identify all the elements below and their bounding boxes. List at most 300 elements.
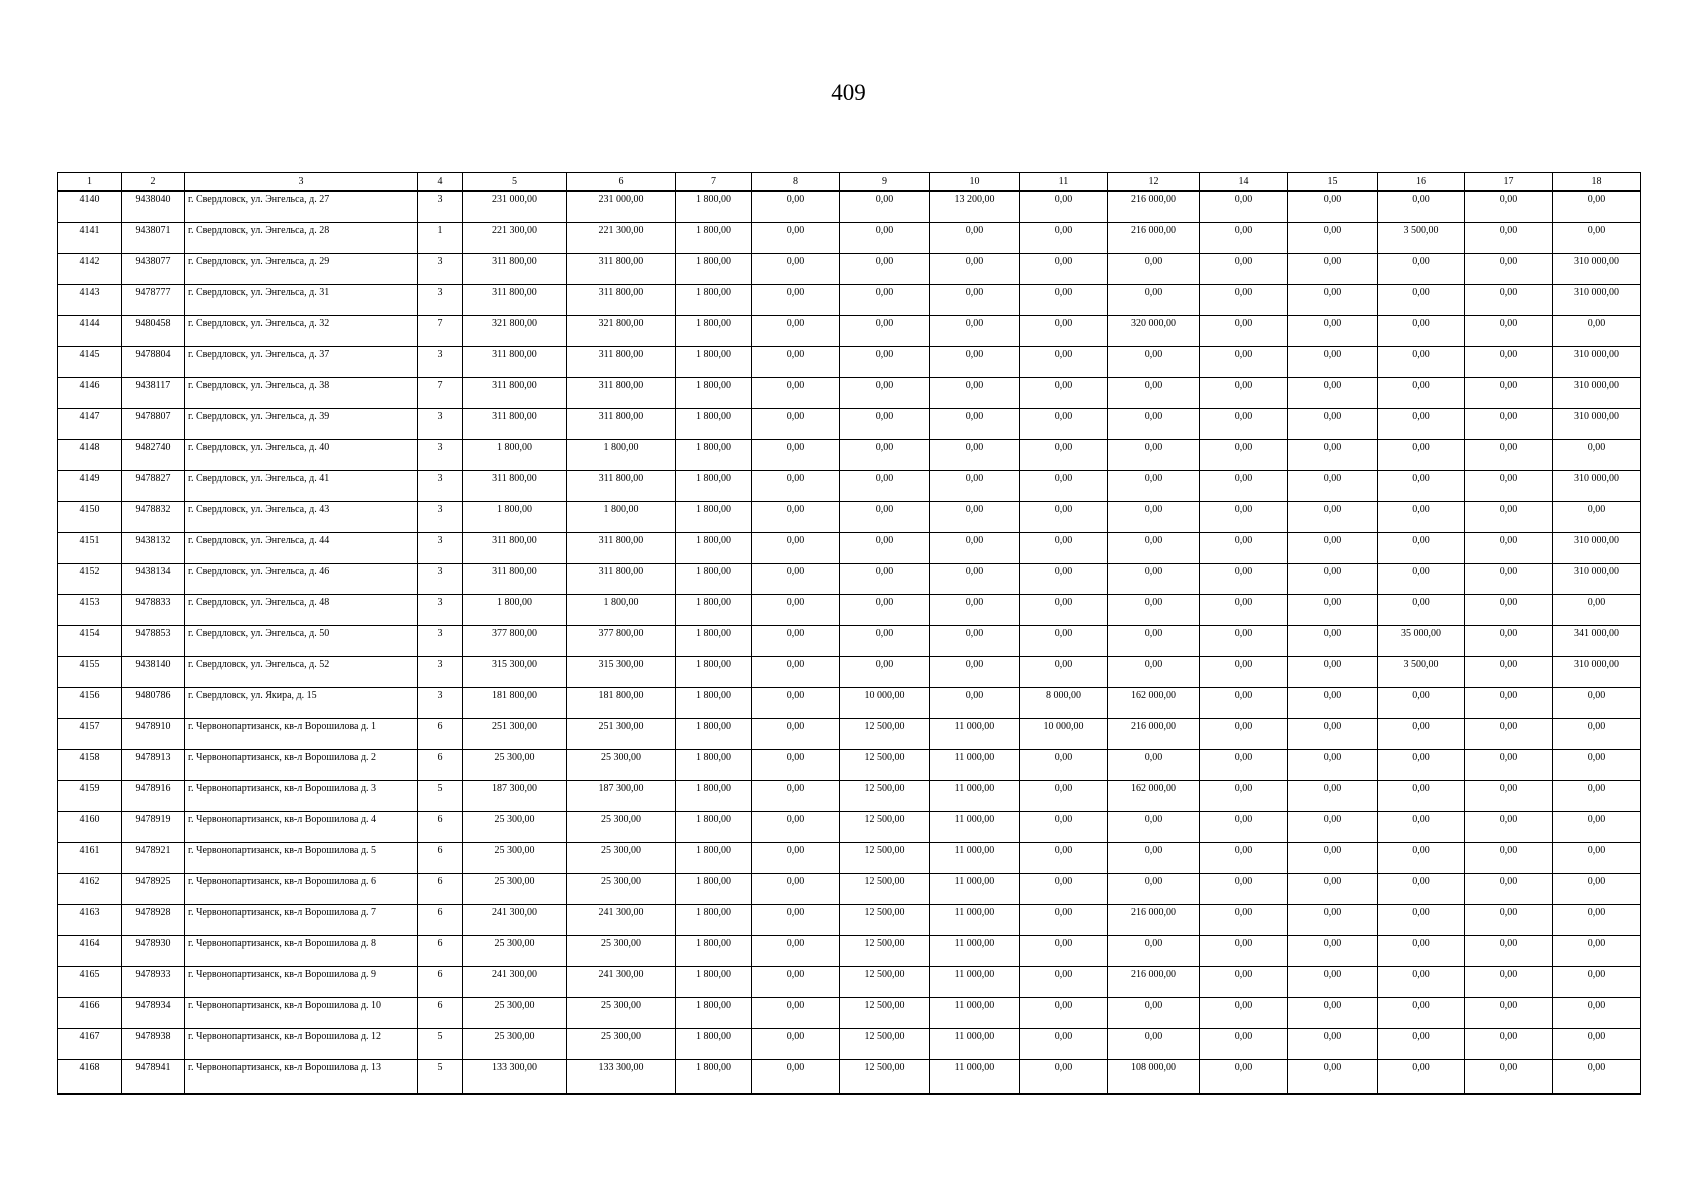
table-cell: 1 800,00 <box>567 502 676 533</box>
table-cell: 4141 <box>58 223 122 254</box>
table-cell: 9478804 <box>122 347 185 378</box>
table-cell: 4154 <box>58 626 122 657</box>
table-cell: 0,00 <box>1020 564 1108 595</box>
table-cell: 4147 <box>58 409 122 440</box>
table-cell: 25 300,00 <box>567 998 676 1029</box>
table-cell: 311 800,00 <box>463 409 567 440</box>
table-cell: 0,00 <box>1108 936 1200 967</box>
table-cell: 0,00 <box>1020 223 1108 254</box>
address-cell: г. Свердловск, ул. Энгельса, д. 39 <box>185 409 418 440</box>
table-cell: 0,00 <box>1553 967 1641 998</box>
table-cell: 0,00 <box>1378 874 1465 905</box>
table-cell: 0,00 <box>1465 378 1553 409</box>
table-cell: 251 300,00 <box>567 719 676 750</box>
table-row <box>58 533 1641 564</box>
table-cell: 4160 <box>58 812 122 843</box>
table-cell: 1 800,00 <box>676 378 752 409</box>
table-cell: 1 800,00 <box>676 191 752 223</box>
table-cell: 311 800,00 <box>567 285 676 316</box>
table-cell: 6 <box>418 812 463 843</box>
table-cell: 315 300,00 <box>567 657 676 688</box>
table-cell: 25 300,00 <box>463 936 567 967</box>
table-cell: 0,00 <box>930 595 1020 626</box>
table-row <box>58 719 1641 750</box>
table-cell: 310 000,00 <box>1553 409 1641 440</box>
table-cell: 0,00 <box>1465 533 1553 564</box>
table-cell: 181 800,00 <box>463 688 567 719</box>
table-cell: 0,00 <box>1020 781 1108 812</box>
table-cell: 0,00 <box>1288 998 1378 1029</box>
table-cell: 0,00 <box>1108 378 1200 409</box>
table-cell: 0,00 <box>1465 719 1553 750</box>
table-cell: 0,00 <box>1378 750 1465 781</box>
table-cell: 0,00 <box>1200 502 1288 533</box>
table-cell: 1 800,00 <box>676 223 752 254</box>
table-cell: 12 500,00 <box>840 874 930 905</box>
column-header: 14 <box>1200 173 1288 192</box>
table-cell: 0,00 <box>1108 347 1200 378</box>
table-cell: 9478941 <box>122 1060 185 1095</box>
table-cell: 216 000,00 <box>1108 223 1200 254</box>
table-cell: 12 500,00 <box>840 781 930 812</box>
table-cell: 35 000,00 <box>1378 626 1465 657</box>
table-cell: 3 <box>418 191 463 223</box>
table-cell: 216 000,00 <box>1108 719 1200 750</box>
table-cell: 0,00 <box>1108 285 1200 316</box>
table-cell: 0,00 <box>1108 657 1200 688</box>
table-cell: 1 800,00 <box>676 254 752 285</box>
table-cell: 0,00 <box>1108 626 1200 657</box>
table-cell: 0,00 <box>1108 812 1200 843</box>
table-cell: 0,00 <box>1465 409 1553 440</box>
table-row <box>58 595 1641 626</box>
table-cell: 0,00 <box>1465 905 1553 936</box>
table-cell: 3 <box>418 409 463 440</box>
table-cell: 3 <box>418 595 463 626</box>
table-cell: 11 000,00 <box>930 998 1020 1029</box>
table-row <box>58 378 1641 409</box>
table-cell: 310 000,00 <box>1553 285 1641 316</box>
table-cell: 9438132 <box>122 533 185 564</box>
table-cell: 6 <box>418 719 463 750</box>
table-cell: 0,00 <box>1378 378 1465 409</box>
table-cell: 4158 <box>58 750 122 781</box>
table-cell: 0,00 <box>752 967 840 998</box>
table-cell: 1 800,00 <box>676 502 752 533</box>
table-cell: 1 <box>418 223 463 254</box>
table-cell: 1 800,00 <box>463 440 567 471</box>
table-row <box>58 874 1641 905</box>
table-row <box>58 688 1641 719</box>
table-cell: 9478934 <box>122 998 185 1029</box>
address-cell: г. Червонопартизанск, кв-л Ворошилова д. 8 <box>185 936 418 967</box>
table-cell: 0,00 <box>1553 1029 1641 1060</box>
table-cell: 5 <box>418 1060 463 1095</box>
table-cell: 162 000,00 <box>1108 781 1200 812</box>
table-cell: 9478921 <box>122 843 185 874</box>
table-cell: 0,00 <box>752 378 840 409</box>
address-cell: г. Свердловск, ул. Энгельса, д. 52 <box>185 657 418 688</box>
header-row <box>58 173 1641 192</box>
table-cell: 3 500,00 <box>1378 223 1465 254</box>
table-cell: 0,00 <box>1108 471 1200 502</box>
table-cell: 0,00 <box>1378 564 1465 595</box>
table-cell: 187 300,00 <box>463 781 567 812</box>
table-cell: 0,00 <box>1465 347 1553 378</box>
table-cell: 377 800,00 <box>463 626 567 657</box>
table-cell: 4143 <box>58 285 122 316</box>
table-cell: 4159 <box>58 781 122 812</box>
table-cell: 310 000,00 <box>1553 564 1641 595</box>
table-cell: 25 300,00 <box>463 998 567 1029</box>
table-cell: 12 500,00 <box>840 1060 930 1095</box>
table-cell: 0,00 <box>752 874 840 905</box>
table-cell: 25 300,00 <box>463 1029 567 1060</box>
table-row <box>58 223 1641 254</box>
table-cell: 0,00 <box>1465 223 1553 254</box>
table-cell: 0,00 <box>1378 285 1465 316</box>
table-cell: 0,00 <box>752 285 840 316</box>
table-cell: 0,00 <box>1553 843 1641 874</box>
table-cell: 0,00 <box>1200 285 1288 316</box>
table-cell: 0,00 <box>1200 843 1288 874</box>
table-cell: 25 300,00 <box>567 1029 676 1060</box>
table-cell: 0,00 <box>1200 533 1288 564</box>
address-cell: г. Свердловск, ул. Энгельса, д. 46 <box>185 564 418 595</box>
address-cell: г. Свердловск, ул. Энгельса, д. 31 <box>185 285 418 316</box>
table-cell: 0,00 <box>840 564 930 595</box>
table-cell: 25 300,00 <box>463 812 567 843</box>
table-cell: 0,00 <box>1378 812 1465 843</box>
table-cell: 0,00 <box>1288 595 1378 626</box>
table-cell: 12 500,00 <box>840 750 930 781</box>
table-cell: 9438117 <box>122 378 185 409</box>
table-cell: 0,00 <box>1020 533 1108 564</box>
table-cell: 0,00 <box>1288 378 1378 409</box>
table-cell: 311 800,00 <box>463 285 567 316</box>
table-cell: 0,00 <box>1465 1060 1553 1095</box>
table-cell: 0,00 <box>1465 502 1553 533</box>
table-cell: 1 800,00 <box>463 502 567 533</box>
table-cell: 0,00 <box>1288 1029 1378 1060</box>
table-cell: 0,00 <box>840 254 930 285</box>
table-row <box>58 191 1641 223</box>
table-cell: 0,00 <box>840 191 930 223</box>
table-cell: 0,00 <box>1020 285 1108 316</box>
table-cell: 0,00 <box>1288 471 1378 502</box>
table-cell: 311 800,00 <box>567 347 676 378</box>
page-number: 409 <box>831 80 866 105</box>
table-cell: 310 000,00 <box>1553 471 1641 502</box>
table-cell: 0,00 <box>1553 1060 1641 1095</box>
table-cell: 311 800,00 <box>567 378 676 409</box>
table-cell: 0,00 <box>1378 998 1465 1029</box>
column-header: 8 <box>752 173 840 192</box>
table-cell: 0,00 <box>1200 347 1288 378</box>
table-cell: 25 300,00 <box>463 750 567 781</box>
table-cell: 11 000,00 <box>930 874 1020 905</box>
table-cell: 315 300,00 <box>463 657 567 688</box>
table-cell: 3 <box>418 533 463 564</box>
table-row <box>58 471 1641 502</box>
table-cell: 0,00 <box>930 626 1020 657</box>
table-cell: 11 000,00 <box>930 1029 1020 1060</box>
table-cell: 0,00 <box>1378 1029 1465 1060</box>
table-cell: 0,00 <box>752 502 840 533</box>
table-cell: 0,00 <box>752 254 840 285</box>
table-cell: 0,00 <box>1020 843 1108 874</box>
table-cell: 0,00 <box>1200 750 1288 781</box>
table-cell: 0,00 <box>1020 998 1108 1029</box>
table-cell: 0,00 <box>752 595 840 626</box>
column-header: 9 <box>840 173 930 192</box>
address-cell: г. Свердловск, ул. Энгельса, д. 28 <box>185 223 418 254</box>
table-cell: 0,00 <box>1378 843 1465 874</box>
table-cell: 0,00 <box>1288 409 1378 440</box>
table-cell: 0,00 <box>1288 905 1378 936</box>
table-cell: 11 000,00 <box>930 843 1020 874</box>
table-cell: 0,00 <box>1288 223 1378 254</box>
table-cell: 0,00 <box>1200 254 1288 285</box>
address-cell: г. Свердловск, ул. Энгельса, д. 41 <box>185 471 418 502</box>
table-row <box>58 316 1641 347</box>
table-cell: 0,00 <box>752 564 840 595</box>
table-cell: 1 800,00 <box>676 285 752 316</box>
table-cell: 0,00 <box>1553 223 1641 254</box>
table-cell: 0,00 <box>840 285 930 316</box>
address-cell: г. Червонопартизанск, кв-л Ворошилова д. 4 <box>185 812 418 843</box>
address-cell: г. Свердловск, ул. Энгельса, д. 29 <box>185 254 418 285</box>
table-cell: 3 <box>418 626 463 657</box>
table-cell: 3 <box>418 347 463 378</box>
table-cell: 1 800,00 <box>676 1060 752 1095</box>
table-cell: 0,00 <box>752 936 840 967</box>
table-cell: 4150 <box>58 502 122 533</box>
table-cell: 0,00 <box>1465 874 1553 905</box>
table-cell: 4165 <box>58 967 122 998</box>
address-cell: г. Свердловск, ул. Энгельса, д. 40 <box>185 440 418 471</box>
table-cell: 9438040 <box>122 191 185 223</box>
table-cell: 0,00 <box>1378 1060 1465 1095</box>
table-cell: 0,00 <box>1288 657 1378 688</box>
table-cell: 0,00 <box>1020 316 1108 347</box>
table-row <box>58 781 1641 812</box>
table-cell: 1 800,00 <box>463 595 567 626</box>
table-cell: 0,00 <box>1020 1060 1108 1095</box>
table-cell: 0,00 <box>1465 812 1553 843</box>
table-cell: 0,00 <box>1020 812 1108 843</box>
table-cell: 0,00 <box>1020 874 1108 905</box>
column-header: 17 <box>1465 173 1553 192</box>
table-cell: 0,00 <box>752 657 840 688</box>
table-cell: 0,00 <box>1465 440 1553 471</box>
table-cell: 0,00 <box>1020 502 1108 533</box>
table-cell: 0,00 <box>1020 378 1108 409</box>
table-cell: 0,00 <box>1465 1029 1553 1060</box>
table-cell: 10 000,00 <box>840 688 930 719</box>
table-cell: 0,00 <box>840 347 930 378</box>
table-cell: 0,00 <box>1200 223 1288 254</box>
table-cell: 3 500,00 <box>1378 657 1465 688</box>
table-cell: 0,00 <box>1465 626 1553 657</box>
table-cell: 162 000,00 <box>1108 688 1200 719</box>
table-cell: 0,00 <box>1200 316 1288 347</box>
column-header: 4 <box>418 173 463 192</box>
table-cell: 9478938 <box>122 1029 185 1060</box>
table-cell: 310 000,00 <box>1553 254 1641 285</box>
table-cell: 231 000,00 <box>463 191 567 223</box>
table-cell: 0,00 <box>752 843 840 874</box>
table-cell: 9480458 <box>122 316 185 347</box>
table-cell: 9482740 <box>122 440 185 471</box>
table-cell: 0,00 <box>1465 471 1553 502</box>
table-cell: 1 800,00 <box>676 812 752 843</box>
table-cell: 1 800,00 <box>676 471 752 502</box>
table-cell: 0,00 <box>840 626 930 657</box>
table-row <box>58 998 1641 1029</box>
table-cell: 4164 <box>58 936 122 967</box>
table-cell: 0,00 <box>1288 812 1378 843</box>
address-cell: г. Червонопартизанск, кв-л Ворошилова д. 5 <box>185 843 418 874</box>
table-cell: 0,00 <box>1288 781 1378 812</box>
table-cell: 0,00 <box>752 812 840 843</box>
table-row <box>58 564 1641 595</box>
table-cell: 4153 <box>58 595 122 626</box>
address-cell: г. Червонопартизанск, кв-л Ворошилова д. 13 <box>185 1060 418 1095</box>
table-cell: 0,00 <box>1288 874 1378 905</box>
table-cell: 0,00 <box>1465 564 1553 595</box>
table-cell: 0,00 <box>1108 843 1200 874</box>
table-cell: 0,00 <box>1200 1060 1288 1095</box>
table-cell: 0,00 <box>1465 688 1553 719</box>
table-cell: 0,00 <box>1553 191 1641 223</box>
table-cell: 0,00 <box>1020 936 1108 967</box>
table-cell: 1 800,00 <box>676 998 752 1029</box>
table-cell: 3 <box>418 440 463 471</box>
table-cell: 12 500,00 <box>840 998 930 1029</box>
table-cell: 25 300,00 <box>463 874 567 905</box>
table-row <box>58 905 1641 936</box>
table-cell: 108 000,00 <box>1108 1060 1200 1095</box>
table-cell: 0,00 <box>1378 191 1465 223</box>
table-cell: 9480786 <box>122 688 185 719</box>
table-cell: 0,00 <box>1020 595 1108 626</box>
table-cell: 187 300,00 <box>567 781 676 812</box>
table-cell: 0,00 <box>1378 967 1465 998</box>
table-cell: 216 000,00 <box>1108 967 1200 998</box>
table-cell: 0,00 <box>1288 316 1378 347</box>
table-cell: 0,00 <box>752 191 840 223</box>
table-cell: 311 800,00 <box>463 378 567 409</box>
table-cell: 0,00 <box>752 409 840 440</box>
column-header: 15 <box>1288 173 1378 192</box>
table-row <box>58 502 1641 533</box>
table-cell: 216 000,00 <box>1108 905 1200 936</box>
table-cell: 0,00 <box>1020 471 1108 502</box>
table-cell: 0,00 <box>1288 533 1378 564</box>
column-header: 5 <box>463 173 567 192</box>
table-cell: 0,00 <box>1553 874 1641 905</box>
table-cell: 3 <box>418 564 463 595</box>
table-row <box>58 440 1641 471</box>
table-cell: 0,00 <box>1108 409 1200 440</box>
table-cell: 0,00 <box>1288 967 1378 998</box>
address-cell: г. Свердловск, ул. Энгельса, д. 38 <box>185 378 418 409</box>
table-cell: 0,00 <box>1020 254 1108 285</box>
table-cell: 0,00 <box>1465 998 1553 1029</box>
table-cell: 0,00 <box>1200 1029 1288 1060</box>
table-cell: 0,00 <box>930 254 1020 285</box>
table-cell: 0,00 <box>1200 998 1288 1029</box>
table-cell: 0,00 <box>1553 595 1641 626</box>
table-cell: 310 000,00 <box>1553 378 1641 409</box>
table-cell: 0,00 <box>1465 316 1553 347</box>
table-cell: 0,00 <box>1200 626 1288 657</box>
table-row <box>58 285 1641 316</box>
table-cell: 1 800,00 <box>676 533 752 564</box>
table-cell: 0,00 <box>1200 905 1288 936</box>
table-cell: 0,00 <box>1020 409 1108 440</box>
table-cell: 221 300,00 <box>567 223 676 254</box>
address-cell: г. Свердловск, ул. Энгельса, д. 44 <box>185 533 418 564</box>
table-cell: 0,00 <box>1553 750 1641 781</box>
table-cell: 6 <box>418 998 463 1029</box>
table-cell: 0,00 <box>1288 254 1378 285</box>
address-cell: г. Червонопартизанск, кв-л Ворошилова д. 12 <box>185 1029 418 1060</box>
table-cell: 0,00 <box>1553 905 1641 936</box>
table-cell: 341 000,00 <box>1553 626 1641 657</box>
table-cell: 0,00 <box>1288 191 1378 223</box>
table-row <box>58 657 1641 688</box>
table-cell: 3 <box>418 657 463 688</box>
table-row <box>58 967 1641 998</box>
table-cell: 0,00 <box>1288 285 1378 316</box>
table-cell: 9478833 <box>122 595 185 626</box>
table-row <box>58 409 1641 440</box>
column-header: 1 <box>58 173 122 192</box>
table-row <box>58 750 1641 781</box>
table-cell: 0,00 <box>1465 781 1553 812</box>
table-cell: 4162 <box>58 874 122 905</box>
table-cell: 1 800,00 <box>676 440 752 471</box>
address-cell: г. Свердловск, ул. Энгельса, д. 48 <box>185 595 418 626</box>
address-cell: г. Свердловск, ул. Энгельса, д. 43 <box>185 502 418 533</box>
table-cell: 4157 <box>58 719 122 750</box>
address-cell: г. Червонопартизанск, кв-л Ворошилова д. 1 <box>185 719 418 750</box>
table-cell: 0,00 <box>1200 191 1288 223</box>
table-cell: 0,00 <box>1200 409 1288 440</box>
table-cell: 8 000,00 <box>1020 688 1108 719</box>
address-cell: г. Свердловск, ул. Энгельса, д. 37 <box>185 347 418 378</box>
table-cell: 0,00 <box>840 502 930 533</box>
table-header <box>58 173 1641 192</box>
address-cell: г. Свердловск, ул. Якира, д. 15 <box>185 688 418 719</box>
table-cell: 311 800,00 <box>463 254 567 285</box>
table-cell: 0,00 <box>840 657 930 688</box>
table-cell: 0,00 <box>752 750 840 781</box>
table-cell: 3 <box>418 471 463 502</box>
table-cell: 1 800,00 <box>676 595 752 626</box>
table-cell: 5 <box>418 1029 463 1060</box>
table-cell: 0,00 <box>1378 533 1465 564</box>
table-cell: 11 000,00 <box>930 936 1020 967</box>
table-cell: 0,00 <box>930 502 1020 533</box>
column-header: 18 <box>1553 173 1641 192</box>
table-cell: 0,00 <box>840 595 930 626</box>
table-cell: 0,00 <box>1288 843 1378 874</box>
table-cell: 0,00 <box>1553 998 1641 1029</box>
table-cell: 11 000,00 <box>930 781 1020 812</box>
